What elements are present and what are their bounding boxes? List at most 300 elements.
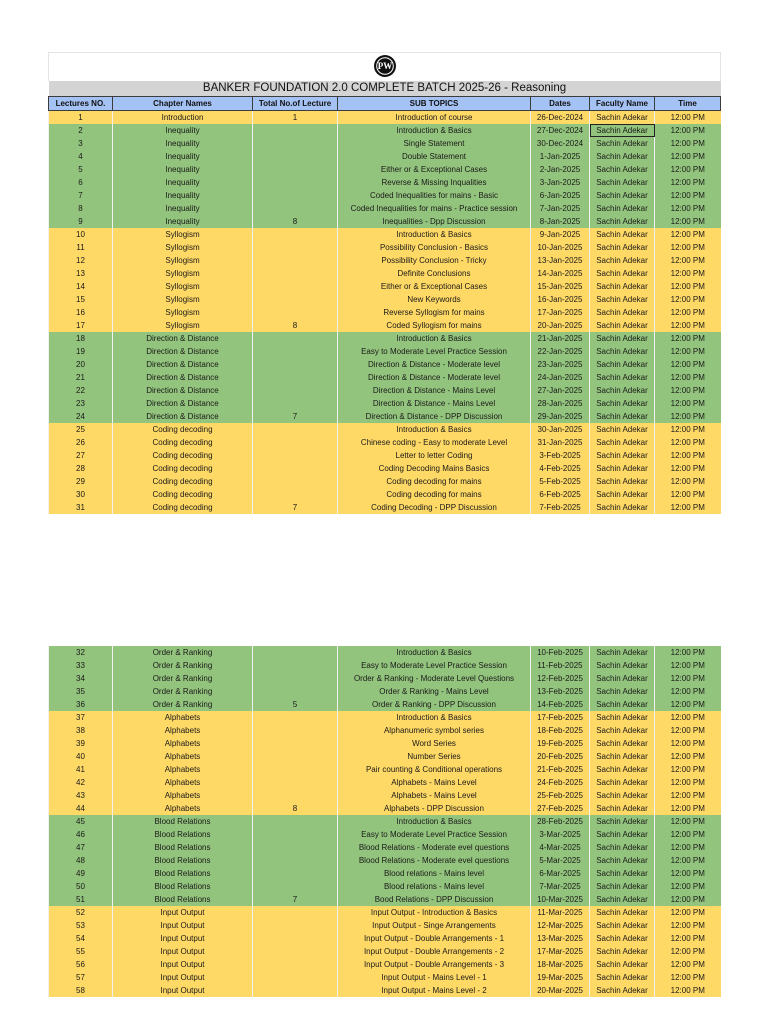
time-cell: 12:00 PM — [655, 150, 721, 163]
chapter-cell: Syllogism — [113, 267, 253, 280]
table-row — [49, 176, 721, 189]
date-cell: 6-Feb-2025 — [531, 488, 590, 501]
sub-topic-cell: Introduction & Basics — [338, 423, 531, 436]
faculty-cell: Sachin Adekar — [590, 685, 655, 698]
time-cell: 12:00 PM — [655, 176, 721, 189]
total-lectures-cell — [253, 854, 338, 867]
date-cell: 26-Dec-2024 — [531, 111, 590, 125]
time-cell: 12:00 PM — [655, 841, 721, 854]
sub-topic-cell: Coding Decoding Mains Basics — [338, 462, 531, 475]
time-cell: 12:00 PM — [655, 646, 721, 659]
faculty-cell: Sachin Adekar — [590, 802, 655, 815]
chapter-cell: Blood Relations — [113, 841, 253, 854]
lecture-no-cell: 23 — [49, 397, 113, 410]
lecture-no-cell: 28 — [49, 462, 113, 475]
table-row — [49, 919, 721, 932]
table-row — [49, 215, 721, 228]
time-cell: 12:00 PM — [655, 750, 721, 763]
faculty-cell: Sachin Adekar — [590, 423, 655, 436]
time-cell: 12:00 PM — [655, 436, 721, 449]
faculty-cell: Sachin Adekar — [590, 163, 655, 176]
lecture-no-cell: 8 — [49, 202, 113, 215]
table-row — [49, 763, 721, 776]
date-cell: 20-Mar-2025 — [531, 984, 590, 997]
sub-topic-cell: Bood Relations - DPP Discussion — [338, 893, 531, 906]
time-cell: 12:00 PM — [655, 711, 721, 724]
total-lectures-cell — [253, 488, 338, 501]
table-row — [49, 659, 721, 672]
table-row — [49, 254, 721, 267]
time-cell: 12:00 PM — [655, 267, 721, 280]
lecture-no-cell: 21 — [49, 371, 113, 384]
table-row — [49, 698, 721, 711]
lecture-no-cell: 11 — [49, 241, 113, 254]
sub-topic-cell: Blood Relations - Moderate evel questions — [338, 854, 531, 867]
sub-topic-cell: Number Series — [338, 750, 531, 763]
chapter-cell: Inequality — [113, 163, 253, 176]
faculty-cell: Sachin Adekar — [590, 945, 655, 958]
schedule-table-page-2 — [48, 646, 721, 997]
faculty-cell: Sachin Adekar — [590, 906, 655, 919]
chapter-cell: Syllogism — [113, 228, 253, 241]
chapter-cell: Blood Relations — [113, 893, 253, 906]
total-lectures-cell — [253, 150, 338, 163]
sub-topic-cell: Easy to Moderate Level Practice Session — [338, 345, 531, 358]
total-lectures-cell — [253, 763, 338, 776]
lecture-no-cell: 17 — [49, 319, 113, 332]
lecture-no-cell: 43 — [49, 789, 113, 802]
date-cell: 12-Feb-2025 — [531, 672, 590, 685]
date-cell: 31-Jan-2025 — [531, 436, 590, 449]
time-cell: 12:00 PM — [655, 958, 721, 971]
sub-topic-cell: Inequalities - Dpp Discussion — [338, 215, 531, 228]
chapter-cell: Blood Relations — [113, 880, 253, 893]
sub-topic-cell: Pair counting & Conditional operations — [338, 763, 531, 776]
date-cell: 12-Mar-2025 — [531, 919, 590, 932]
sub-topic-cell: Input Output - Introduction & Basics — [338, 906, 531, 919]
total-lectures-cell — [253, 971, 338, 984]
table-row — [49, 111, 721, 125]
date-cell: 2-Jan-2025 — [531, 163, 590, 176]
sub-topic-cell: Introduction of course — [338, 111, 531, 125]
table-row — [49, 802, 721, 815]
lecture-no-cell: 44 — [49, 802, 113, 815]
col-header-lecture-no: Lectures NO. — [49, 97, 113, 111]
time-cell: 12:00 PM — [655, 345, 721, 358]
time-cell: 12:00 PM — [655, 737, 721, 750]
chapter-cell: Alphabets — [113, 776, 253, 789]
sub-topic-cell: Single Statement — [338, 137, 531, 150]
time-cell: 12:00 PM — [655, 488, 721, 501]
time-cell: 12:00 PM — [655, 893, 721, 906]
faculty-cell: Sachin Adekar — [590, 488, 655, 501]
sub-topic-cell: Direction & Distance - Mains Level — [338, 397, 531, 410]
date-cell: 7-Feb-2025 — [531, 501, 590, 514]
date-cell: 10-Mar-2025 — [531, 893, 590, 906]
total-lectures-cell: 8 — [253, 319, 338, 332]
lecture-no-cell: 39 — [49, 737, 113, 750]
lecture-no-cell: 48 — [49, 854, 113, 867]
table-row — [49, 241, 721, 254]
sub-topic-cell: Coding decoding for mains — [338, 488, 531, 501]
time-cell: 12:00 PM — [655, 501, 721, 514]
table-row — [49, 267, 721, 280]
total-lectures-cell — [253, 306, 338, 319]
lecture-no-cell: 12 — [49, 254, 113, 267]
chapter-cell: Syllogism — [113, 241, 253, 254]
sub-topic-cell: Blood Relations - Moderate evel questions — [338, 841, 531, 854]
faculty-cell: Sachin Adekar — [590, 893, 655, 906]
chapter-cell: Inequality — [113, 215, 253, 228]
total-lectures-cell: 7 — [253, 501, 338, 514]
date-cell: 11-Mar-2025 — [531, 906, 590, 919]
table-row — [49, 880, 721, 893]
chapter-cell: Alphabets — [113, 763, 253, 776]
time-cell: 12:00 PM — [655, 241, 721, 254]
chapter-cell: Inequality — [113, 202, 253, 215]
faculty-cell: Sachin Adekar — [590, 501, 655, 514]
time-cell: 12:00 PM — [655, 449, 721, 462]
time-cell: 12:00 PM — [655, 984, 721, 997]
table-row — [49, 293, 721, 306]
time-cell: 12:00 PM — [655, 332, 721, 345]
faculty-cell: Sachin Adekar — [590, 410, 655, 423]
lecture-no-cell: 45 — [49, 815, 113, 828]
lecture-no-cell: 2 — [49, 124, 113, 137]
table-row — [49, 306, 721, 319]
sub-topic-cell: Alphabets - DPP Discussion — [338, 802, 531, 815]
time-cell: 12:00 PM — [655, 919, 721, 932]
time-cell: 12:00 PM — [655, 698, 721, 711]
table-row — [49, 228, 721, 241]
faculty-cell: Sachin Adekar — [590, 462, 655, 475]
total-lectures-cell — [253, 984, 338, 997]
sub-topic-cell: Definite Conclusions — [338, 267, 531, 280]
lecture-no-cell: 31 — [49, 501, 113, 514]
total-lectures-cell — [253, 659, 338, 672]
table-row — [49, 163, 721, 176]
sub-topic-cell: Introduction & Basics — [338, 124, 531, 137]
sub-topic-cell: Blood relations - Mains level — [338, 867, 531, 880]
lecture-no-cell: 3 — [49, 137, 113, 150]
date-cell: 17-Jan-2025 — [531, 306, 590, 319]
sub-topic-cell: Word Series — [338, 737, 531, 750]
lecture-no-cell: 4 — [49, 150, 113, 163]
sub-topic-cell: Order & Ranking - Moderate Level Questions — [338, 672, 531, 685]
date-cell: 15-Jan-2025 — [531, 280, 590, 293]
date-cell: 1-Jan-2025 — [531, 150, 590, 163]
lecture-no-cell: 55 — [49, 945, 113, 958]
faculty-cell: Sachin Adekar — [590, 971, 655, 984]
sub-topic-cell: Introduction & Basics — [338, 646, 531, 659]
lecture-no-cell: 22 — [49, 384, 113, 397]
table-row — [49, 906, 721, 919]
date-cell: 17-Mar-2025 — [531, 945, 590, 958]
lecture-no-cell: 30 — [49, 488, 113, 501]
lecture-no-cell: 46 — [49, 828, 113, 841]
time-cell: 12:00 PM — [655, 384, 721, 397]
time-cell: 12:00 PM — [655, 815, 721, 828]
time-cell: 12:00 PM — [655, 945, 721, 958]
faculty-cell: Sachin Adekar — [590, 202, 655, 215]
sub-topic-cell: Input Output - Singe Arrangements — [338, 919, 531, 932]
chapter-cell: Coding decoding — [113, 501, 253, 514]
lecture-no-cell: 41 — [49, 763, 113, 776]
sub-topic-cell: Chinese coding - Easy to moderate Level — [338, 436, 531, 449]
chapter-cell: Input Output — [113, 945, 253, 958]
sub-topic-cell: Possibility Conclusion - Tricky — [338, 254, 531, 267]
chapter-cell: Coding decoding — [113, 436, 253, 449]
date-cell: 10-Jan-2025 — [531, 241, 590, 254]
total-lectures-cell — [253, 685, 338, 698]
table-row — [49, 841, 721, 854]
chapter-cell: Alphabets — [113, 724, 253, 737]
chapter-cell: Input Output — [113, 984, 253, 997]
table-row — [49, 711, 721, 724]
total-lectures-cell — [253, 241, 338, 254]
time-cell: 12:00 PM — [655, 763, 721, 776]
sub-topic-cell: Direction & Distance - Moderate level — [338, 371, 531, 384]
sheet-title: BANKER FOUNDATION 2.0 COMPLETE BATCH 2025-26 - Reasoning — [49, 81, 721, 97]
chapter-cell: Inequality — [113, 176, 253, 189]
lecture-no-cell: 26 — [49, 436, 113, 449]
chapter-cell: Syllogism — [113, 280, 253, 293]
lecture-no-cell: 19 — [49, 345, 113, 358]
time-cell: 12:00 PM — [655, 867, 721, 880]
total-lectures-cell — [253, 815, 338, 828]
table-row — [49, 384, 721, 397]
chapter-cell: Inequality — [113, 150, 253, 163]
faculty-cell: Sachin Adekar — [590, 711, 655, 724]
date-cell: 28-Jan-2025 — [531, 397, 590, 410]
faculty-cell: Sachin Adekar — [590, 319, 655, 332]
date-cell: 25-Feb-2025 — [531, 789, 590, 802]
lecture-no-cell: 20 — [49, 358, 113, 371]
faculty-cell: Sachin Adekar — [590, 984, 655, 997]
table-row — [49, 932, 721, 945]
col-header-chapter: Chapter Names — [113, 97, 253, 111]
chapter-cell: Input Output — [113, 919, 253, 932]
time-cell: 12:00 PM — [655, 215, 721, 228]
date-cell: 3-Mar-2025 — [531, 828, 590, 841]
sub-topic-cell: Direction & Distance - Mains Level — [338, 384, 531, 397]
faculty-cell: Sachin Adekar — [590, 111, 655, 125]
date-cell: 18-Mar-2025 — [531, 958, 590, 971]
table-row — [49, 776, 721, 789]
col-header-dates: Dates — [531, 97, 590, 111]
sub-topic-cell: Introduction & Basics — [338, 228, 531, 241]
table-row — [49, 423, 721, 436]
total-lectures-cell — [253, 880, 338, 893]
table-row — [49, 319, 721, 332]
table-row — [49, 124, 721, 137]
chapter-cell: Coding decoding — [113, 488, 253, 501]
total-lectures-cell — [253, 475, 338, 488]
faculty-cell: Sachin Adekar — [590, 880, 655, 893]
total-lectures-cell — [253, 841, 338, 854]
time-cell: 12:00 PM — [655, 423, 721, 436]
faculty-cell: Sachin Adekar — [590, 789, 655, 802]
chapter-cell: Introduction — [113, 111, 253, 125]
chapter-cell: Direction & Distance — [113, 371, 253, 384]
chapter-cell: Order & Ranking — [113, 672, 253, 685]
lecture-no-cell: 42 — [49, 776, 113, 789]
faculty-cell: Sachin Adekar — [590, 815, 655, 828]
table-row — [49, 462, 721, 475]
chapter-cell: Coding decoding — [113, 462, 253, 475]
total-lectures-cell — [253, 332, 338, 345]
date-cell: 21-Feb-2025 — [531, 763, 590, 776]
chapter-cell: Alphabets — [113, 802, 253, 815]
chapter-cell: Input Output — [113, 958, 253, 971]
faculty-cell: Sachin Adekar — [590, 958, 655, 971]
sub-topic-cell: Introduction & Basics — [338, 332, 531, 345]
sub-topic-cell: Coded Syllogism for mains — [338, 319, 531, 332]
faculty-cell: Sachin Adekar — [590, 293, 655, 306]
date-cell: 4-Feb-2025 — [531, 462, 590, 475]
faculty-cell: Sachin Adekar — [590, 137, 655, 150]
time-cell: 12:00 PM — [655, 672, 721, 685]
lecture-no-cell: 14 — [49, 280, 113, 293]
chapter-cell: Blood Relations — [113, 867, 253, 880]
total-lectures-cell — [253, 176, 338, 189]
total-lectures-cell — [253, 906, 338, 919]
date-cell: 5-Mar-2025 — [531, 854, 590, 867]
sub-topic-cell: New Keywords — [338, 293, 531, 306]
lecture-no-cell: 36 — [49, 698, 113, 711]
date-cell: 29-Jan-2025 — [531, 410, 590, 423]
table-row — [49, 646, 721, 659]
faculty-cell: Sachin Adekar — [590, 371, 655, 384]
col-header-total: Total No.of Lecture — [253, 97, 338, 111]
faculty-cell: Sachin Adekar — [590, 215, 655, 228]
chapter-cell: Syllogism — [113, 306, 253, 319]
time-cell: 12:00 PM — [655, 410, 721, 423]
chapter-cell: Direction & Distance — [113, 332, 253, 345]
chapter-cell: Alphabets — [113, 737, 253, 750]
time-cell: 12:00 PM — [655, 828, 721, 841]
total-lectures-cell — [253, 254, 338, 267]
table-row — [49, 945, 721, 958]
time-cell: 12:00 PM — [655, 319, 721, 332]
table-row — [49, 137, 721, 150]
sub-topic-cell: Reverse & Missing Inqualities — [338, 176, 531, 189]
table-row — [49, 789, 721, 802]
date-cell: 7-Jan-2025 — [531, 202, 590, 215]
total-lectures-cell — [253, 711, 338, 724]
date-cell: 17-Feb-2025 — [531, 711, 590, 724]
sub-topic-cell: Double Statement — [338, 150, 531, 163]
sub-topic-cell: Easy to Moderate Level Practice Session — [338, 659, 531, 672]
total-lectures-cell — [253, 932, 338, 945]
faculty-cell: Sachin Adekar — [590, 919, 655, 932]
date-cell: 30-Dec-2024 — [531, 137, 590, 150]
lecture-no-cell: 33 — [49, 659, 113, 672]
time-cell: 12:00 PM — [655, 932, 721, 945]
sub-topic-cell: Introduction & Basics — [338, 815, 531, 828]
date-cell: 6-Mar-2025 — [531, 867, 590, 880]
total-lectures-cell: 7 — [253, 410, 338, 423]
sub-topic-cell: Letter to letter Coding — [338, 449, 531, 462]
chapter-cell: Alphabets — [113, 711, 253, 724]
sub-topic-cell: Blood relations - Mains level — [338, 880, 531, 893]
table-row — [49, 867, 721, 880]
date-cell: 14-Jan-2025 — [531, 267, 590, 280]
total-lectures-cell: 7 — [253, 893, 338, 906]
chapter-cell: Inequality — [113, 137, 253, 150]
date-cell: 20-Jan-2025 — [531, 319, 590, 332]
col-header-sub-topics: SUB TOPICS — [338, 97, 531, 111]
total-lectures-cell — [253, 737, 338, 750]
table-row — [49, 410, 721, 423]
date-cell: 27-Dec-2024 — [531, 124, 590, 137]
table-row — [49, 449, 721, 462]
faculty-cell: Sachin Adekar — [590, 698, 655, 711]
lecture-no-cell: 7 — [49, 189, 113, 202]
table-row — [49, 345, 721, 358]
total-lectures-cell — [253, 397, 338, 410]
sub-topic-cell: Either or & Exceptional Cases — [338, 280, 531, 293]
total-lectures-cell — [253, 423, 338, 436]
faculty-cell: Sachin Adekar — [590, 828, 655, 841]
time-cell: 12:00 PM — [655, 659, 721, 672]
table-row — [49, 488, 721, 501]
date-cell: 24-Feb-2025 — [531, 776, 590, 789]
total-lectures-cell — [253, 384, 338, 397]
lecture-no-cell: 24 — [49, 410, 113, 423]
time-cell: 12:00 PM — [655, 293, 721, 306]
faculty-cell: Sachin Adekar — [590, 280, 655, 293]
date-cell: 14-Feb-2025 — [531, 698, 590, 711]
sub-topic-cell: Easy to Moderate Level Practice Session — [338, 828, 531, 841]
total-lectures-cell — [253, 358, 338, 371]
total-lectures-cell — [253, 280, 338, 293]
table-row — [49, 189, 721, 202]
time-cell: 12:00 PM — [655, 163, 721, 176]
sub-topic-cell: Alphabets - Mains Level — [338, 776, 531, 789]
date-cell: 11-Feb-2025 — [531, 659, 590, 672]
time-cell: 12:00 PM — [655, 685, 721, 698]
column-header-row — [49, 97, 721, 111]
faculty-cell: Sachin Adekar — [590, 737, 655, 750]
date-cell: 7-Mar-2025 — [531, 880, 590, 893]
table-row — [49, 971, 721, 984]
chapter-cell: Input Output — [113, 906, 253, 919]
faculty-cell: Sachin Adekar — [590, 659, 655, 672]
lecture-no-cell: 47 — [49, 841, 113, 854]
total-lectures-cell — [253, 293, 338, 306]
chapter-cell: Input Output — [113, 932, 253, 945]
table-row — [49, 984, 721, 997]
chapter-cell: Alphabets — [113, 789, 253, 802]
total-lectures-cell — [253, 189, 338, 202]
sub-topic-cell: Direction & Distance - Moderate level — [338, 358, 531, 371]
lecture-no-cell: 10 — [49, 228, 113, 241]
table-row — [49, 854, 721, 867]
total-lectures-cell — [253, 828, 338, 841]
time-cell: 12:00 PM — [655, 880, 721, 893]
chapter-cell: Order & Ranking — [113, 659, 253, 672]
chapter-cell: Direction & Distance — [113, 410, 253, 423]
time-cell: 12:00 PM — [655, 280, 721, 293]
date-cell: 9-Jan-2025 — [531, 228, 590, 241]
date-cell: 4-Mar-2025 — [531, 841, 590, 854]
lecture-no-cell: 56 — [49, 958, 113, 971]
time-cell: 12:00 PM — [655, 724, 721, 737]
total-lectures-cell: 1 — [253, 111, 338, 125]
date-cell: 19-Feb-2025 — [531, 737, 590, 750]
sub-topic-cell: Either or & Exceptional Cases — [338, 163, 531, 176]
